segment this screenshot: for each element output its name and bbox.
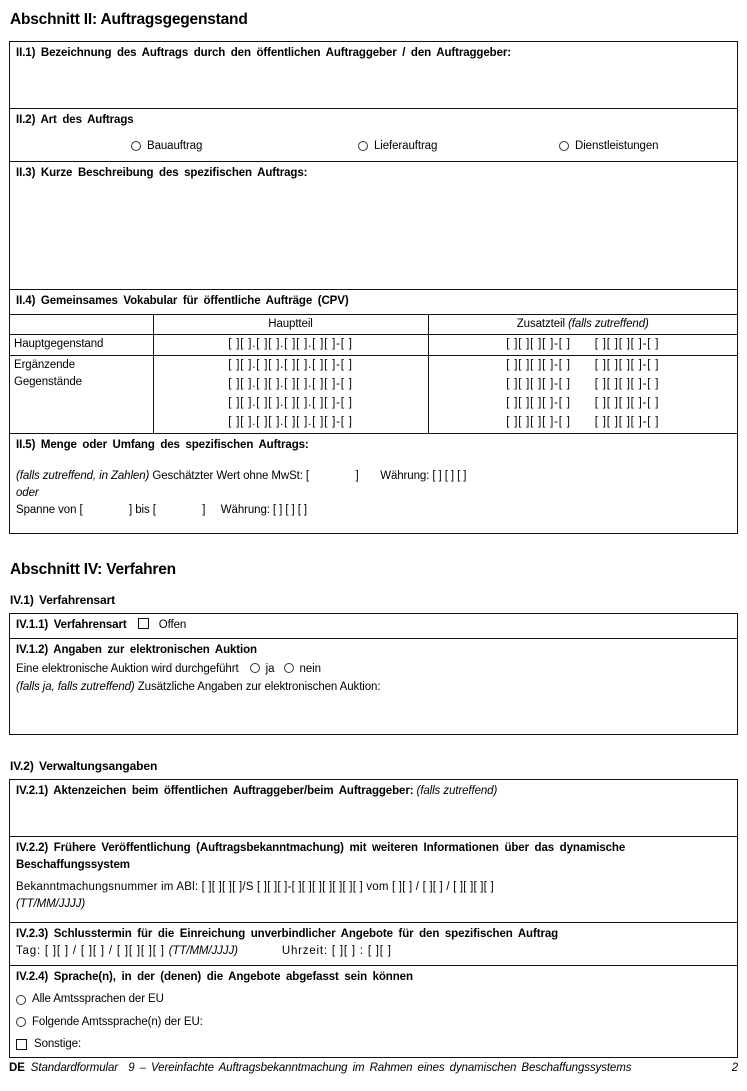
- cpv-row-hauptgegenstand: [10, 335, 737, 355]
- field-ii5-label: II.5) Menge oder Umfang des spezifischen Auftrags:: [16, 438, 309, 451]
- cpv-code-field[interactable]: [ ][ ].[ ][ ].[ ][ ].[ ][ ]-[ ]: [153, 335, 428, 355]
- notice-number-field[interactable]: Bekanntmachungsnummer im ABl: [ ][ ][ ][ ]/S [ ][ ][ ]-[ ][ ][ ][ ][ ][ ][ ] vom [ ][ ] / [ ][ ] / [ ][ ][ ][ ]: [16, 880, 494, 893]
- field-iv24-label: IV.2.4) Sprache(n), in der (denen) die Angebote abgefasst sein können: [16, 971, 413, 983]
- option-dienstleistungen[interactable]: [559, 138, 658, 155]
- field-iv12-label: IV.1.2) Angaben zur elektronischen Auktion: [16, 644, 257, 656]
- field-iv24: [10, 965, 737, 1057]
- cpv-supplement-field[interactable]: [ ][ ][ ][ ]-[ ] [ ][ ][ ][ ]-[ ]: [428, 375, 737, 394]
- eauction-details-line[interactable]: (falls ja, falls zutreffend) Zusätzliche Angaben zur elektronischen Auktion:: [16, 680, 381, 693]
- cpv-empty-header: [10, 315, 153, 335]
- radio-icon[interactable]: [559, 141, 569, 151]
- radio-icon[interactable]: [16, 1017, 26, 1027]
- section-ii-boxes: [9, 41, 738, 533]
- field-iv23-label: IV.2.3) Schlusstermin für die Einreichung unverbindlicher Angebote für den spezifischen Auftrag: [16, 928, 559, 940]
- section-iv1-boxes: [9, 613, 738, 735]
- ja-label: ja: [265, 663, 275, 676]
- field-iv22-label: IV.2.2) Frühere Veröffentlichung (Auftragsbekanntmachung) mit weiteren Informationen über das dynamische Beschaffungssystem: [16, 842, 626, 872]
- option-all-languages[interactable]: [16, 991, 731, 1008]
- oder-text: oder: [16, 487, 39, 499]
- cpv-supplement-field[interactable]: [ ][ ][ ][ ]-[ ] [ ][ ][ ][ ]-[ ]: [428, 394, 737, 413]
- cpv-hauptteil-header: Hauptteil: [153, 315, 428, 335]
- iv2-subheading: IV.2) Verwaltungsangaben: [10, 759, 158, 773]
- ii5-note: (falls zutreffend, in Zahlen): [16, 469, 150, 482]
- option-lieferauftrag-label: Lieferauftrag: [374, 139, 438, 152]
- checkbox-icon[interactable]: [16, 1039, 27, 1050]
- cpv-header-row: [10, 315, 737, 335]
- radio-icon[interactable]: [358, 141, 368, 151]
- eauction-line: Eine elektronische Auktion wird durchgeführt ja nein: [16, 663, 321, 676]
- field-ii1[interactable]: [10, 42, 737, 108]
- option-all-languages-label: Alle Amtssprachen der EU: [32, 993, 164, 1006]
- checkbox-offen[interactable]: [138, 618, 149, 629]
- radio-icon[interactable]: [131, 141, 141, 151]
- cpv-row-label: Hauptgegenstand: [10, 335, 153, 355]
- cpv-supplement-field[interactable]: [ ][ ][ ][ ]-[ ] [ ][ ][ ][ ]-[ ]: [428, 413, 737, 432]
- field-ii3-label: II.3) Kurze Beschreibung des spezifischen Auftrags:: [16, 166, 308, 179]
- field-iv11: [10, 614, 737, 638]
- page-number: 2: [731, 1061, 738, 1074]
- field-ii1-label: II.1) Bezeichnung des Auftrags durch den öffentlichen Auftraggeber / den Auftraggeber:: [16, 47, 511, 60]
- section-iv-heading: Abschnitt IV: Verfahren: [10, 560, 176, 578]
- field-iv22: [10, 836, 737, 922]
- field-ii4-label: II.4) Gemeinsames Vokabular für öffentliche Aufträge (CPV): [16, 294, 349, 307]
- field-ii3[interactable]: [10, 161, 737, 289]
- cpv-zusatzteil-note: (falls zutreffend): [568, 318, 649, 330]
- field-iv21[interactable]: [10, 780, 737, 836]
- radio-nein[interactable]: [284, 663, 294, 673]
- field-ii2: [10, 108, 737, 161]
- section-iv2-boxes: [9, 779, 738, 1058]
- option-bauauftrag[interactable]: [131, 138, 358, 155]
- radio-ja[interactable]: [250, 663, 260, 673]
- option-lieferauftrag[interactable]: [358, 138, 559, 155]
- cpv-supplement-field[interactable]: [ ][ ][ ][ ]-[ ] [ ][ ][ ][ ]-[ ]: [428, 335, 737, 355]
- iv1-subheading: IV.1) Verfahrensart: [10, 592, 116, 607]
- section-ii-heading: Abschnitt II: Auftragsgegenstand: [10, 11, 248, 28]
- cpv-code-field[interactable]: [ ][ ].[ ][ ].[ ][ ].[ ][ ]-[ ]: [153, 355, 428, 375]
- offen-label: Offen: [158, 618, 187, 631]
- field-iv12: [10, 638, 737, 734]
- iv21-note: (falls zutreffend): [416, 785, 498, 797]
- option-specific-languages-label: Folgende Amtssprache(n) der EU:: [32, 1015, 203, 1028]
- cpv-row-ergaenzende-1: [10, 355, 737, 375]
- cpv-code-field[interactable]: [ ][ ].[ ][ ].[ ][ ].[ ][ ]-[ ]: [153, 375, 428, 394]
- footer-lang: DE: [9, 1061, 25, 1074]
- radio-icon[interactable]: [16, 995, 26, 1005]
- iv22-date-note: (TT/MM/JJJJ): [16, 897, 86, 910]
- option-dienstleistungen-label: Dienstleistungen: [575, 139, 659, 152]
- footer-title: Standardformular 9 – Vereinfachte Auftragsbekanntmachung im Rahmen eines dynamischen Beschaffungssystems: [30, 1061, 632, 1074]
- cpv-code-field[interactable]: [ ][ ].[ ][ ].[ ][ ].[ ][ ]-[ ]: [153, 413, 428, 432]
- field-iv11-label: IV.1.1) Verfahrensart: [16, 618, 127, 631]
- field-iv23: [10, 922, 737, 965]
- cpv-row-label: Ergänzende Gegenstände: [10, 355, 153, 433]
- deadline-time-field[interactable]: Uhrzeit: [ ][ ] : [ ][ ]: [281, 945, 392, 958]
- cpv-zusatzteil-header: Zusatzteil (falls zutreffend): [428, 315, 737, 335]
- estimated-value-line[interactable]: (falls zutreffend, in Zahlen) Geschätzter Wert ohne MwSt: [ ] Währung: [ ] [ ] [ ]: [16, 469, 467, 482]
- field-ii2-label: II.2) Art des Auftrags: [16, 114, 134, 127]
- page-footer: [9, 1060, 738, 1077]
- nein-label: nein: [299, 663, 321, 676]
- option-other-languages[interactable]: [16, 1036, 731, 1053]
- deadline-date-field[interactable]: Tag: [ ][ ] / [ ][ ] / [ ][ ][ ][ ]: [16, 945, 169, 958]
- option-bauauftrag-label: Bauauftrag: [147, 139, 203, 152]
- field-ii5: [10, 433, 737, 533]
- option-other-languages-label: Sonstige:: [34, 1037, 82, 1050]
- cpv-code-field[interactable]: [ ][ ].[ ][ ].[ ][ ].[ ][ ]-[ ]: [153, 394, 428, 413]
- field-iv21-label: IV.2.1) Aktenzeichen beim öffentlichen Auftraggeber/beim Auftraggeber:: [16, 785, 414, 797]
- deadline-line: [16, 943, 731, 960]
- cpv-table: [10, 314, 737, 433]
- option-specific-languages[interactable]: [16, 1014, 731, 1031]
- range-line[interactable]: Spanne von [ ] bis [ ] Währung: [ ] [ ] [ ]: [16, 504, 307, 517]
- iv12-note: (falls ja, falls zutreffend): [16, 680, 135, 693]
- field-ii4: [10, 289, 737, 433]
- contract-type-options: [16, 130, 731, 161]
- iv23-date-note: (TT/MM/JJJJ): [168, 945, 238, 958]
- cpv-supplement-field[interactable]: [ ][ ][ ][ ]-[ ] [ ][ ][ ][ ]-[ ]: [428, 355, 737, 375]
